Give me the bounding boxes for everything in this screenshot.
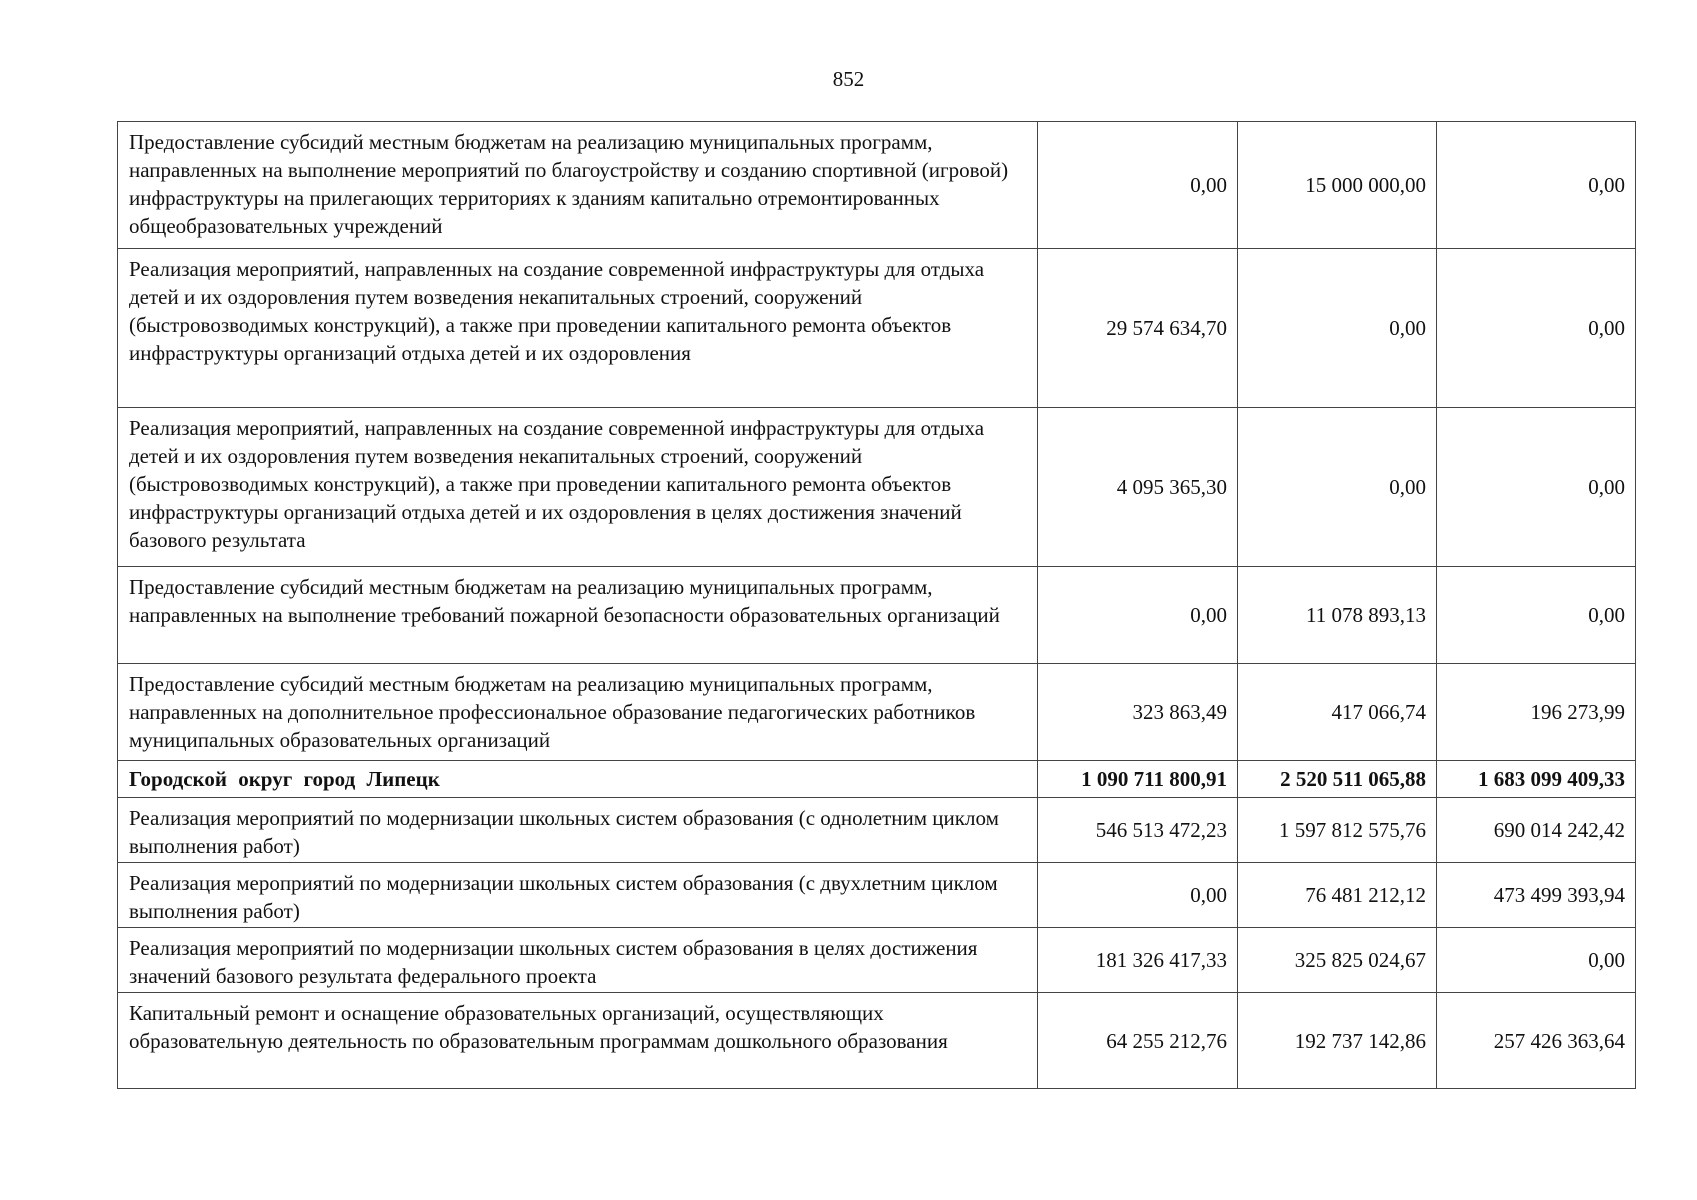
row-name: Реализация мероприятий по модернизации школьных систем образования (с двухлетним циклом выполнения работ) <box>118 863 1038 928</box>
row-name: Городской округ город Липецк <box>118 761 1038 798</box>
row-name: Предоставление субсидий местным бюджетам на реализацию муниципальных программ, направленных на выполнение требований пожарной безопасности образовательных организаций <box>118 567 1038 664</box>
table-row <box>118 993 1636 1089</box>
row-value-2: 192 737 142,86 <box>1238 993 1437 1089</box>
row-value-3: 257 426 363,64 <box>1437 993 1636 1089</box>
table-row <box>118 122 1636 249</box>
table-row <box>118 798 1636 863</box>
row-value-1: 1 090 711 800,91 <box>1038 761 1238 798</box>
row-value-1: 64 255 212,76 <box>1038 993 1238 1089</box>
row-value-3: 0,00 <box>1437 408 1636 567</box>
row-value-2: 0,00 <box>1238 249 1437 408</box>
row-value-2: 0,00 <box>1238 408 1437 567</box>
row-value-1: 0,00 <box>1038 863 1238 928</box>
row-name: Реализация мероприятий по модернизации школьных систем образования (с однолетним циклом выполнения работ) <box>118 798 1038 863</box>
row-value-1: 29 574 634,70 <box>1038 249 1238 408</box>
row-value-1: 546 513 472,23 <box>1038 798 1238 863</box>
row-value-3: 0,00 <box>1437 567 1636 664</box>
table-row <box>118 408 1636 567</box>
row-value-3: 690 014 242,42 <box>1437 798 1636 863</box>
row-name: Предоставление субсидий местным бюджетам на реализацию муниципальных программ, направленных на выполнение мероприятий по благоустройству и созданию спортивной (игровой) инфраструктуры на прилегающих территориях к зданиям капитально отремонтированных общеобразовательных учреждений <box>118 122 1038 249</box>
row-value-3: 0,00 <box>1437 122 1636 249</box>
row-value-1: 0,00 <box>1038 567 1238 664</box>
table-row <box>118 928 1636 993</box>
table-row <box>118 863 1636 928</box>
row-value-1: 0,00 <box>1038 122 1238 249</box>
row-value-3: 0,00 <box>1437 249 1636 408</box>
row-value-2: 1 597 812 575,76 <box>1238 798 1437 863</box>
table-row <box>118 249 1636 408</box>
row-value-2: 15 000 000,00 <box>1238 122 1437 249</box>
row-value-2: 11 078 893,13 <box>1238 567 1437 664</box>
row-value-1: 4 095 365,30 <box>1038 408 1238 567</box>
table-row <box>118 567 1636 664</box>
table-row <box>118 664 1636 761</box>
row-value-2: 76 481 212,12 <box>1238 863 1437 928</box>
row-value-2: 2 520 511 065,88 <box>1238 761 1437 798</box>
page-number: 852 <box>832 67 865 91</box>
row-value-3: 196 273,99 <box>1437 664 1636 761</box>
budget-table <box>117 121 1636 1089</box>
row-name: Предоставление субсидий местным бюджетам на реализацию муниципальных программ, направленных на дополнительное профессиональное образование педагогических работников муниципальных образовательных организаций <box>118 664 1038 761</box>
row-value-3: 473 499 393,94 <box>1437 863 1636 928</box>
row-value-2: 417 066,74 <box>1238 664 1437 761</box>
row-value-2: 325 825 024,67 <box>1238 928 1437 993</box>
row-name: Реализация мероприятий по модернизации школьных систем образования в целях достижения значений базового результата федерального проекта <box>118 928 1038 993</box>
row-value-3: 0,00 <box>1437 928 1636 993</box>
table-row-total <box>118 761 1636 798</box>
row-name: Капитальный ремонт и оснащение образовательных организаций, осуществляющих образовательную деятельность по образовательным программам дошкольного образования <box>118 993 1038 1089</box>
row-value-1: 323 863,49 <box>1038 664 1238 761</box>
row-value-3: 1 683 099 409,33 <box>1437 761 1636 798</box>
row-value-1: 181 326 417,33 <box>1038 928 1238 993</box>
row-name: Реализация мероприятий, направленных на создание современной инфраструктуры для отдыха детей и их оздоровления путем возведения некапитальных строений, сооружений (быстровозводимых конструкций), а также при проведении капитального ремонта объектов инфраструктуры организаций отдыха детей и их оздоровления в целях достижения значений базового результата <box>118 408 1038 567</box>
row-name: Реализация мероприятий, направленных на создание современной инфраструктуры для отдыха детей и их оздоровления путем возведения некапитальных строений, сооружений (быстровозводимых конструкций), а также при проведении капитального ремонта объектов инфраструктуры организаций отдыха детей и их оздоровления <box>118 249 1038 408</box>
